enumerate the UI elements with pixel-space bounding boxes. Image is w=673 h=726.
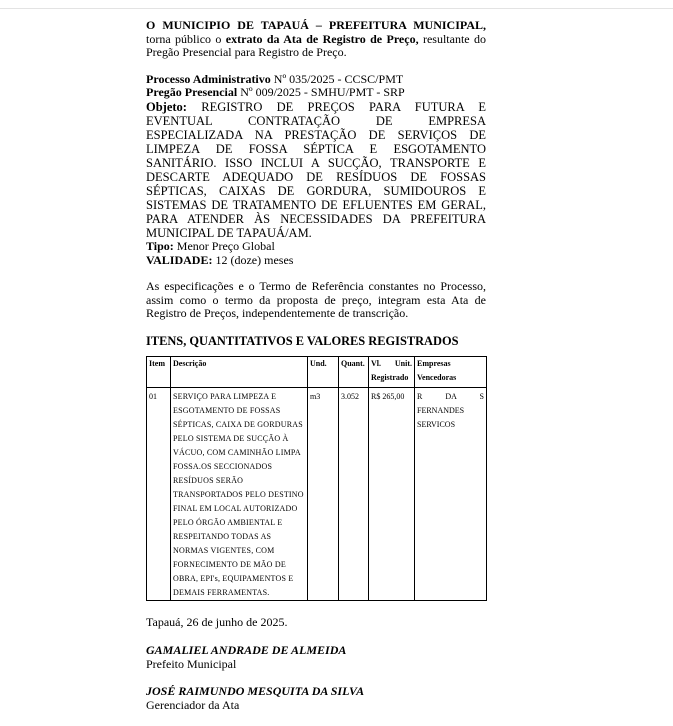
process-block <box>146 73 486 267</box>
pregao-line <box>146 86 486 100</box>
processo-label: Processo Administrativo <box>146 71 271 86</box>
municipio-name: O MUNICIPIO DE TAPAUÁ – PREFEITURA MUNICIPAL, <box>146 18 486 32</box>
validade-label: VALIDADE: <box>146 252 213 267</box>
date-location: Tapauá, 26 de junho de 2025. <box>146 615 288 629</box>
extrato-label: extrato da Ata de Registro de Preço, <box>225 31 419 46</box>
intro-paragraph <box>146 19 486 60</box>
cell-descricao: SERVIÇO PARA LIMPEZA E ESGOTAMENTO DE FOSSAS SÉPTICAS, CAIXA DE GORDURAS PELO SISTEMA DE SUCÇÃO À VÁCUO, COM CAMINHÃO LIMPA FOSSA.OS SECCIONADOS RESÍDUOS SERÃO TRANSPORTADOS PELO DESTINO FINAL EM LOCAL AUTORIZADO PELO ÓRGÃO AMBIENTAL E RESPEITANDO TODAS AS NORMAS VIGENTES, COM FORNECIMENTO DE MÃO DE OBRA, EPI's, EQUIPAMENTOS E DEMAIS FERRAMENTAS. <box>171 388 308 601</box>
pregao-label: Pregão Presencial <box>146 85 238 100</box>
pregao-value: Nº 009/2025 - SMHU/PMT - SRP <box>237 85 405 100</box>
header-valor <box>369 357 415 388</box>
cell-item: 01 <box>147 388 171 601</box>
validade-line <box>146 254 486 268</box>
top-divider <box>0 8 673 9</box>
signature-name: JOSÉ RAIMUNDO MESQUITA DA SILVA <box>146 684 365 698</box>
cell-empresa <box>415 388 487 601</box>
header-quant: Quant. <box>339 357 369 388</box>
items-table <box>146 356 487 601</box>
table-header-row <box>147 357 487 388</box>
objeto-label: Objeto: <box>146 99 187 114</box>
signature-name: GAMALIEL ANDRADE DE ALMEIDA <box>146 643 347 657</box>
header-empresas-line-2: Vencedoras <box>417 373 457 382</box>
empresa-line-2: FERNANDES SERVICOS <box>417 406 465 429</box>
header-item: Item <box>147 357 171 388</box>
document-body <box>146 19 486 349</box>
cell-quant: 3.052 <box>339 388 369 601</box>
header-und: Und. <box>308 357 339 388</box>
intro-text-2: resultante do Pregão Presencial para Registro de Preço. <box>146 31 486 60</box>
empresa-line-1: R DA S <box>417 392 484 401</box>
cell-valor: R$ 265,00 <box>369 388 415 601</box>
header-descricao: Descrição <box>171 357 308 388</box>
cell-und: m3 <box>308 388 339 601</box>
especificacoes-paragraph: As especificações e o Termo de Referência constantes no Processo, assim como o termo da proposta de preço, integram esta Ata de Registro de Preços, independentemente de transcrição. <box>146 279 486 321</box>
section-title: ITENS, QUANTITATIVOS E VALORES REGISTRADOS <box>146 333 459 348</box>
processo-value: Nº 035/2025 - CCSC/PMT <box>270 71 404 86</box>
header-valor-line-1: Vl. Unit. <box>371 359 412 368</box>
intro-text-1: torna público o <box>146 31 226 46</box>
header-empresas <box>415 357 487 388</box>
objeto-value: REGISTRO DE PREÇOS PARA FUTURA E EVENTUAL CONTRATAÇÃO DE EMPRESA ESPECIALIZADA NA PRESTAÇÃO DE SERVIÇOS DE LIMPEZA DE FOSSA SÉPTICA E ESGOTAMENTO SANITÁRIO. ISSO INCLUI A SUCÇÃO, TRANSPORTE E DESCARTE ADEQUADO DE RESÍDUOS DE FOSSAS SÉPTICAS, CAIXAS DE GORDURA, SUMIDOUROS E SISTEMAS DE TRATAMENTO DE EFLUENTES EM GERAL, PARA ATENDER ÀS NECESSIDADES DA PREFEITURA MUNICIPAL DE TAPAUÁ/AM. <box>146 99 486 240</box>
objeto-paragraph <box>146 100 486 240</box>
signature-role: Gerenciador da Ata <box>146 698 240 712</box>
tipo-value: Menor Preço Global <box>173 238 275 253</box>
signature-role: Prefeito Municipal <box>146 657 237 671</box>
processo-line <box>146 73 486 87</box>
header-empresas-line-1: Empresas <box>417 359 451 368</box>
validade-value: 12 (doze) meses <box>212 252 294 267</box>
header-valor-line-2: Registrado <box>371 373 409 382</box>
signature-block <box>146 615 486 712</box>
tipo-label: Tipo: <box>146 238 174 253</box>
tipo-line <box>146 240 486 254</box>
table-row <box>147 388 487 601</box>
